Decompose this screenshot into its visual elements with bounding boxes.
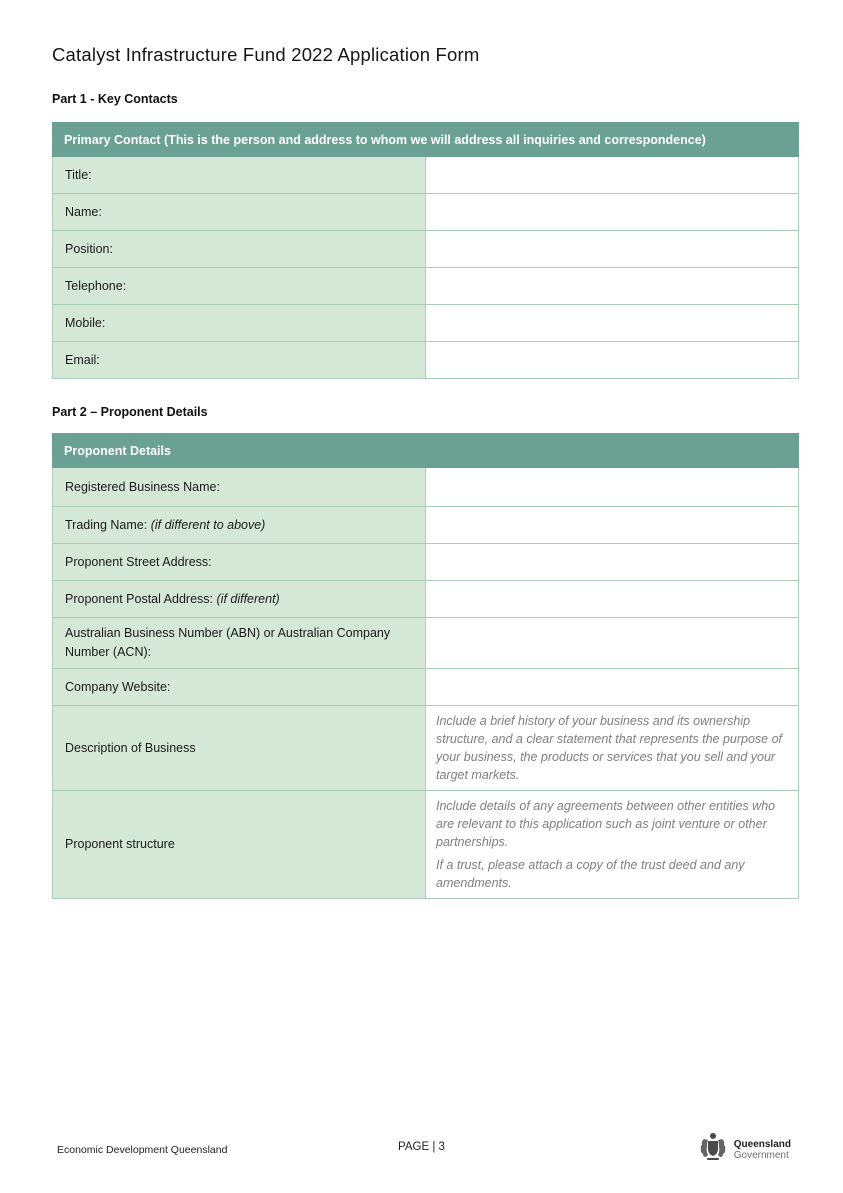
primary-contact-table — [52, 122, 799, 379]
logo-text-queensland: Queensland — [733, 1138, 791, 1150]
input-cell-registered-business-name[interactable] — [426, 468, 799, 507]
field-label-registered-business-name — [53, 468, 426, 507]
input-cell-name[interactable] — [426, 194, 799, 231]
table-row — [53, 669, 799, 706]
field-label-description-of-business — [53, 706, 426, 791]
table-row — [53, 305, 799, 342]
input-cell-postal-address[interactable] — [426, 581, 799, 618]
table-row — [53, 581, 799, 618]
guidance-text: Include a brief history of your business and its ownership structure, and a clear statement that represents the purpose of your business, the products or services that you sell and your target markets. — [436, 714, 783, 782]
input-cell-email[interactable] — [426, 342, 799, 379]
field-label-street-address — [53, 544, 426, 581]
input-cell-company-website[interactable] — [426, 669, 799, 706]
table-row — [53, 194, 799, 231]
field-label-telephone: Telephone: — [53, 268, 426, 305]
field-label-position: Position: — [53, 231, 426, 268]
label-text: Proponent structure — [65, 837, 175, 851]
guidance-text: If a trust, please attach a copy of the trust deed and any amendments. — [436, 858, 745, 890]
input-cell-telephone[interactable] — [426, 268, 799, 305]
table-header-row — [53, 434, 799, 468]
label-text: Proponent Postal Address: — [65, 591, 214, 606]
field-label-mobile: Mobile: — [53, 305, 426, 342]
field-label-trading-name — [53, 507, 426, 544]
table-row — [53, 268, 799, 305]
qld-government-logo — [697, 1130, 791, 1169]
proponent-details-table-header: Proponent Details — [53, 434, 799, 468]
footer-left-text: Economic Development Queensland — [57, 1144, 228, 1156]
guidance-text: Include details of any agreements between other entities who are relevant to this application such as joint venture or other partnerships. — [436, 799, 776, 849]
table-row — [53, 468, 799, 507]
table-row — [53, 507, 799, 544]
table-row — [53, 231, 799, 268]
input-cell-abn-acn[interactable] — [426, 618, 799, 669]
field-label-name: Name: — [53, 194, 426, 231]
document-title: Catalyst Infrastructure Fund 2022 Application Form — [52, 44, 480, 65]
input-cell-description-of-business[interactable] — [426, 706, 799, 791]
input-cell-street-address[interactable] — [426, 544, 799, 581]
table-row — [53, 791, 799, 899]
input-cell-trading-name[interactable] — [426, 507, 799, 544]
field-label-proponent-structure — [53, 791, 426, 899]
table-row — [53, 618, 799, 669]
label-note: (if different) — [216, 591, 280, 606]
label-text: Australian Business Number (ABN) or Australian Company Number (ACN): — [65, 626, 391, 659]
table-row — [53, 342, 799, 379]
input-cell-title[interactable] — [426, 157, 799, 194]
label-text: Proponent Street Address: — [65, 554, 212, 569]
label-note: (if different to above) — [150, 517, 266, 532]
input-cell-position[interactable] — [426, 231, 799, 268]
field-label-email: Email: — [53, 342, 426, 379]
logo-text-government: Government — [733, 1149, 789, 1161]
field-label-title: Title: — [53, 157, 426, 194]
primary-contact-table-header: Primary Contact (This is the person and address to whom we will address all inquiries and correspondence) — [53, 123, 799, 157]
part1-heading: Part 1 - Key Contacts — [52, 92, 178, 106]
logo-text — [734, 1139, 791, 1161]
table-row — [53, 544, 799, 581]
label-text: Trading Name: — [65, 517, 148, 532]
footer-page-number: PAGE | 3 — [398, 1141, 445, 1153]
field-label-abn-acn — [53, 618, 426, 669]
table-row — [53, 157, 799, 194]
queensland-coat-of-arms-icon — [697, 1130, 729, 1169]
table-row — [53, 706, 799, 791]
table-header-row — [53, 123, 799, 157]
label-text: Description of Business — [65, 740, 196, 755]
field-label-postal-address — [53, 581, 426, 618]
label-text: Company Website: — [65, 679, 171, 694]
input-cell-mobile[interactable] — [426, 305, 799, 342]
part2-heading: Part 2 – Proponent Details — [52, 405, 208, 419]
field-label-company-website — [53, 669, 426, 706]
page-footer — [0, 1124, 843, 1180]
label-text: Registered Business Name: — [65, 479, 220, 494]
proponent-details-table — [52, 433, 799, 899]
input-cell-proponent-structure[interactable] — [426, 791, 799, 899]
